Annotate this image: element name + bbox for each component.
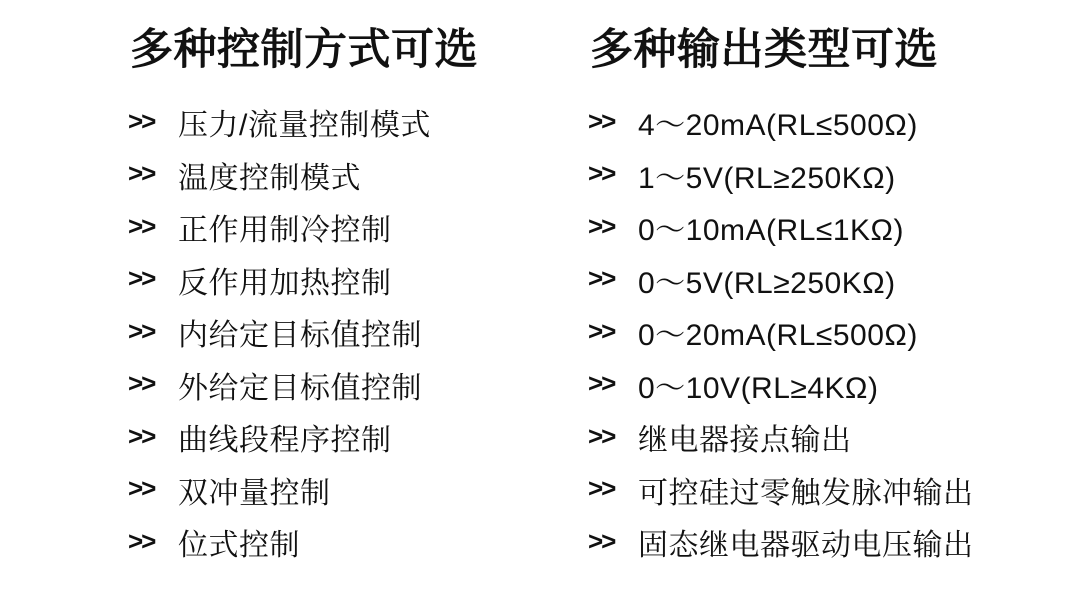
- double-chevron-icon: >>: [128, 263, 155, 294]
- list-item: [588, 306, 1058, 359]
- item-text: 0～5V(RL≥250KΩ): [638, 266, 896, 300]
- list-item: [588, 411, 1058, 464]
- item-text: 温度控制模式: [178, 161, 361, 195]
- double-chevron-icon: >>: [128, 525, 155, 556]
- item-text: 固态继电器驱动电压输出: [638, 529, 974, 563]
- list-item: [128, 149, 558, 202]
- double-chevron-icon: >>: [588, 420, 615, 451]
- list-item: [128, 96, 558, 149]
- double-chevron-icon: >>: [128, 105, 155, 136]
- item-text: 位式控制: [178, 529, 300, 563]
- double-chevron-icon: >>: [128, 315, 155, 346]
- item-text: 继电器接点输出: [638, 424, 852, 458]
- double-chevron-icon: >>: [128, 368, 155, 399]
- double-chevron-icon: >>: [588, 158, 615, 189]
- item-text: 0～10V(RL≥4KΩ): [638, 371, 879, 405]
- double-chevron-icon: >>: [588, 368, 615, 399]
- double-chevron-icon: >>: [128, 210, 155, 241]
- list-item: [588, 254, 1058, 307]
- list-item: [128, 254, 558, 307]
- list-item: [588, 201, 1058, 254]
- double-chevron-icon: >>: [588, 210, 615, 241]
- list-item: [128, 411, 558, 464]
- double-chevron-icon: >>: [588, 525, 615, 556]
- control-modes-column: [128, 28, 558, 569]
- item-text: 0～20mA(RL≤500Ω): [638, 319, 918, 353]
- list-item: [588, 464, 1058, 517]
- item-text: 0～10mA(RL≤1KΩ): [638, 214, 904, 248]
- double-chevron-icon: >>: [128, 473, 155, 504]
- double-chevron-icon: >>: [588, 105, 615, 136]
- control-modes-title: 多种控制方式可选: [130, 26, 478, 74]
- double-chevron-icon: >>: [128, 420, 155, 451]
- double-chevron-icon: >>: [588, 473, 615, 504]
- output-types-list: [588, 96, 1058, 569]
- double-chevron-icon: >>: [128, 158, 155, 189]
- list-item: [588, 149, 1058, 202]
- list-item: [128, 201, 558, 254]
- item-text: 正作用制冷控制: [178, 214, 392, 248]
- item-text: 1～5V(RL≥250KΩ): [638, 161, 896, 195]
- double-chevron-icon: >>: [588, 263, 615, 294]
- output-types-title: 多种输出类型可选: [590, 26, 938, 74]
- item-text: 内给定目标值控制: [178, 319, 422, 353]
- list-item: [588, 516, 1058, 569]
- double-chevron-icon: >>: [588, 315, 615, 346]
- control-modes-list: [128, 96, 558, 569]
- list-item: [128, 516, 558, 569]
- item-text: 双冲量控制: [178, 476, 331, 510]
- item-text: 外给定目标值控制: [178, 371, 422, 405]
- item-text: 反作用加热控制: [178, 266, 392, 300]
- list-item: [128, 306, 558, 359]
- item-text: 曲线段程序控制: [178, 424, 392, 458]
- list-item: [128, 359, 558, 412]
- list-item: [588, 359, 1058, 412]
- item-text: 压力/流量控制模式: [178, 109, 431, 143]
- item-text: 可控硅过零触发脉冲输出: [638, 476, 974, 510]
- item-text: 4～20mA(RL≤500Ω): [638, 109, 918, 143]
- output-types-column: [588, 28, 1058, 569]
- list-item: [588, 96, 1058, 149]
- list-item: [128, 464, 558, 517]
